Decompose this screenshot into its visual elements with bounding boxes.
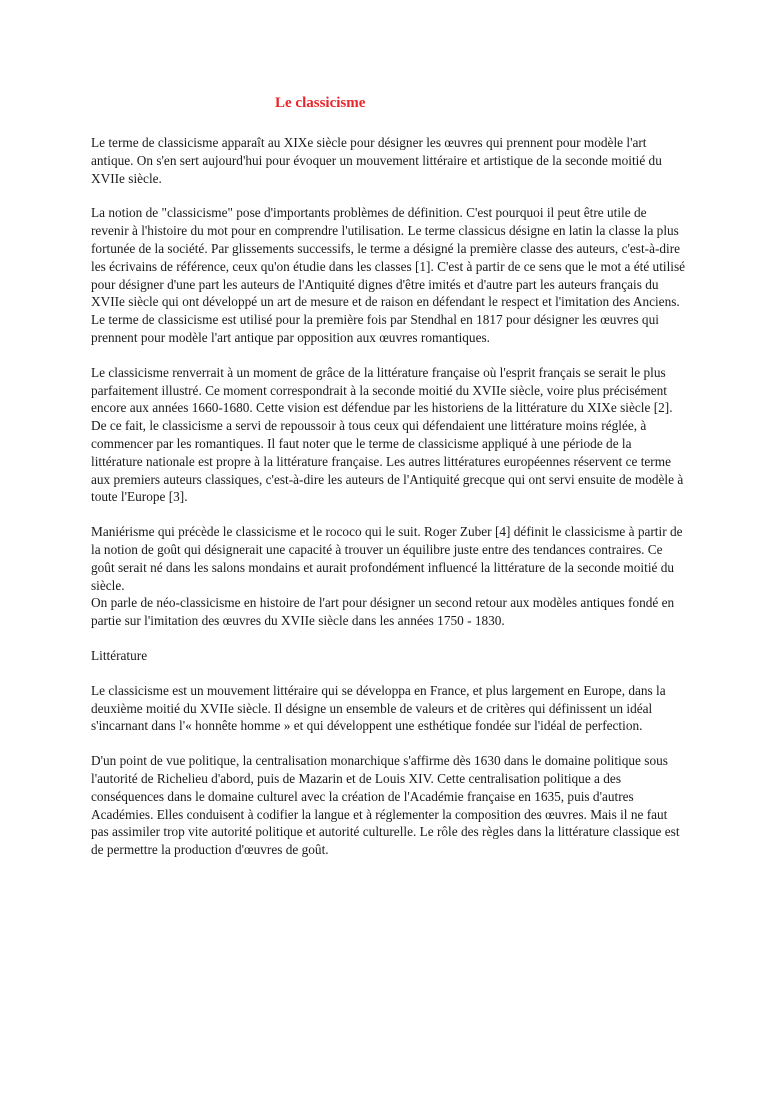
- paragraph-intro: Le terme de classicisme apparaît au XIXe siècle pour désigner les œuvres qui prennent pour modèle l'art antique. On s'en sert aujourd'hui pour évoquer un mouvement littéraire et artistique de la seconde moitié du XVIIe siècle.: [91, 135, 662, 186]
- paragraph-politique: D'un point de vue politique, la centralisation monarchique s'affirme dès 1630 dans le domaine politique sous l'autorité de Richelieu d'abord, puis de Mazarin et de Louis XIV. Cette centralisation politique a des conséquences dans le domaine culturel avec la création de l'Académie française en 1635, puis d'autres Académies. Elles conduisent à codifier la langue et à réglementer la composition des œuvres. Mais il ne faut pas assimiler trop vite autorité politique et autorité culturelle. Le rôle des règles dans la littérature classique est de permettre la production d'œuvres de goût.: [91, 753, 680, 858]
- paragraph-grace: Le classicisme renverrait à un moment de grâce de la littérature française où l'esprit français se serait le plus parfaitement illustré. Ce moment correspondrait à la seconde moitié du XVIIe siècle, voire plus précisément encore aux années 1660-1680. Cette vision est défendue par les historiens de la littérature du XIXe siècle [2]. De ce fait, le classicisme a servi de repoussoir à tous ceux qui défendaient une littérature moins réglée, à commencer par les romantiques. Il faut noter que le terme de classicisme appliqué à une période de la littérature nationale est propre à la littérature française. Les autres littératures européennes réservent ce terme aux premiers auteurs classiques, c'est-à-dire les auteurs de l'Antiquité grecque qui ont servi ensuite de modèle à toute l'Europe [3].: [91, 364, 684, 505]
- paragraph-definition: La notion de "classicisme" pose d'importants problèmes de définition. C'est pourquoi il peut être utile de revenir à l'histoire du mot pour en comprendre l'utilisation. Le terme classicus désigne en latin la classe la plus fortunée de la société. Par glissements successifs, le terme a désigné la première classe des auteurs, c'est-à-dire les écrivains de référence, ceux qu'on étudie dans les classes [1]. C'est à partir de ce sens que le mot a été utilisé pour désigner d'une part les auteurs de l'Antiquité dignes d'être imités et d'autre part les auteurs français du XVIIe siècle qui ont développé un art de mesure et de raison en défendant le respect et l'imitation des Anciens. Le terme de classicisme est utilisé pour la première fois par Stendhal en 1817 pour désigner les œuvres qui prennent pour modèle l'art antique par opposition aux œuvres romantiques.: [91, 205, 686, 345]
- document-body: [91, 134, 686, 859]
- section-heading-litterature: Littérature: [91, 647, 148, 663]
- paragraph-mouvement: Le classicisme est un mouvement littéraire qui se développa en France, et plus largement en Europe, dans la deuxième moitié du XVIIe siècle. Il désigne un ensemble de valeurs et de critères qui définissent un idéal s'incarnant dans l'« honnête homme » et qui développent une esthétique fondée sur l'idéal de perfection.: [91, 682, 666, 734]
- document-title: Le classicisme: [275, 95, 366, 111]
- paragraph-neoclassicisme: On parle de néo-classicisme en histoire de l'art pour désigner un second retour aux modèles antiques fondé en partie sur l'imitation des œuvres du XVIIe siècle dans les années 1750 - 1830.: [91, 595, 675, 629]
- document-page: [0, 94, 768, 1118]
- paragraph-manierisme: Maniérisme qui précède le classicisme et le rococo qui le suit. Roger Zuber [4] définit le classicisme à partir de la notion de goût qui désignerait une capacité à trouver un équilibre juste entre des tendances contraires. Ce goût serait né dans les salons mondains et aurait profondément influencé la littérature de la seconde moitié du siècle.: [91, 524, 683, 593]
